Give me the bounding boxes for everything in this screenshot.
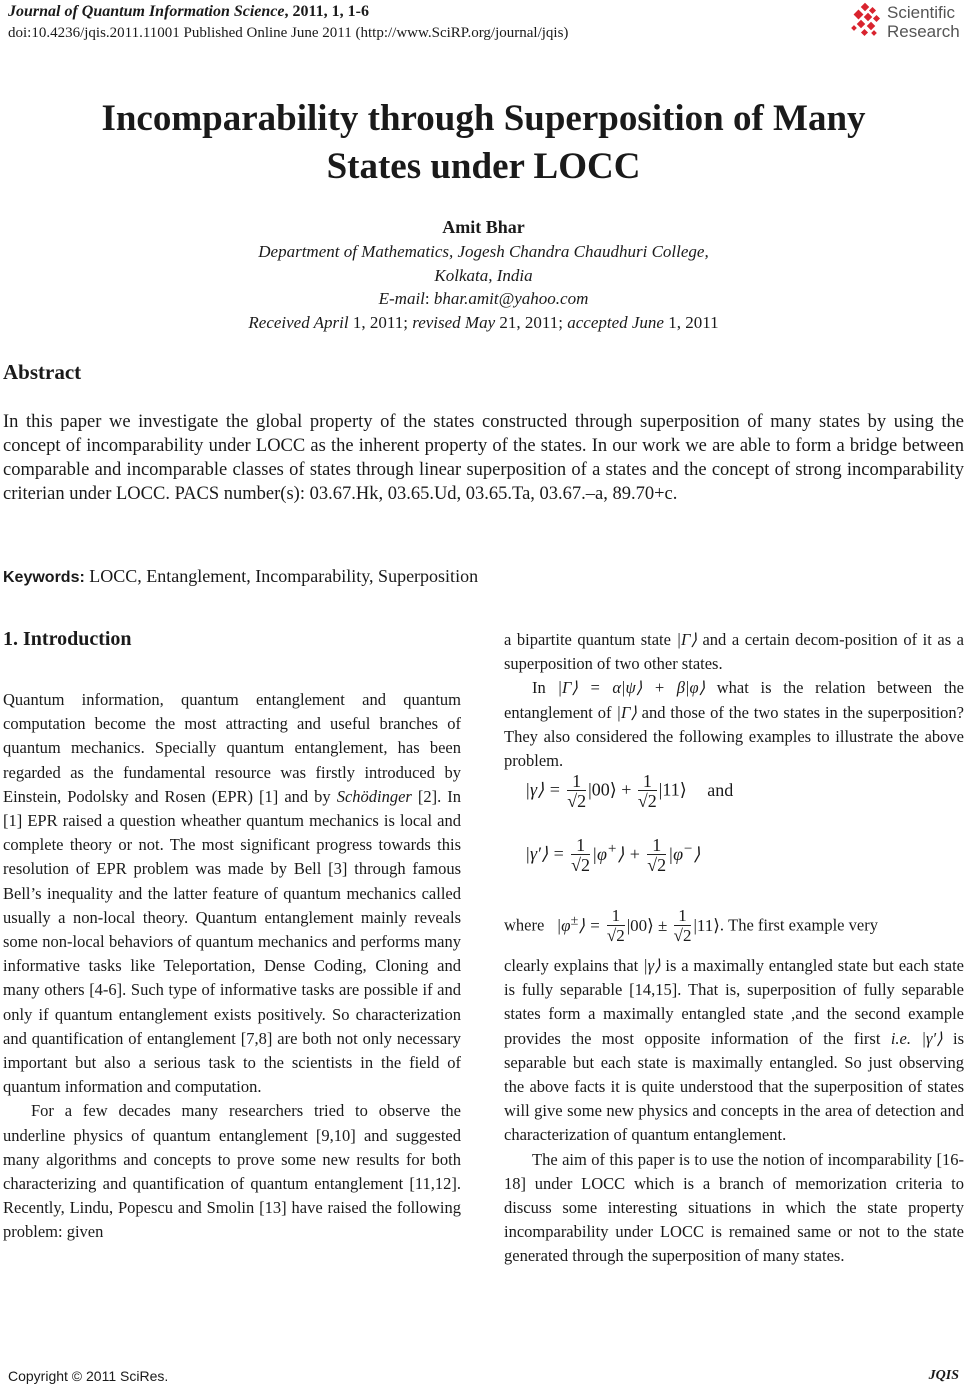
where-tail-text: . The first example very [719,915,878,935]
keywords-line [3,566,478,587]
right-paragraph-3 [504,954,964,1148]
intro-p1-text-a: Quantum information, quantum entanglement and quantum computation become the most attracting and useful branches of quantum mechanics. Specially quantum entanglement, has been regarded as the fundamental resource was firstly introduced by Einstein, Podolsky and Rosen (EPR) [1] and by [3,690,461,806]
left-column [3,688,461,1245]
revised-label: revised May [412,313,496,332]
intro-heading: 1. Introduction [3,628,132,650]
author-name: Amit Bhar [442,217,525,237]
right-paragraph-1 [504,628,964,676]
intro-p1-text-b: [2]. In [1] EPR raised a question wheather quantum mechanics is local and complete theory or not. The most significant progress towards this resolution of EPR problem was made by Bell [3] through famous Bell’s inequality and the latter feature of quantum mechanics called usually a non-local theory. Quantum entanglement mainly reveals some non-local behaviors of quantum mechanics and performs many informative tasks like Teleportation, Dense Coding, Cloning and many others [4-6]. Such type of informative tasks are possible if and only if quantum entanglement exists positively. So characterization and quantification of entanglement [7,8] are both not only necessary important but also a serious task to the scientists in the field of quantum information and computation. [3,786,462,1097]
gamma-prime-ket-symbol: |γ′⟩ [921,1028,943,1048]
right-paragraph-2 [504,676,964,773]
email-line: E-mail: bhar.amit@yahoo.com [378,289,589,308]
footer-journal-abbr: JQIS [928,1368,959,1383]
abstract-body: In this paper we investigate the global property of the states constructed through superposition of many states by using the concept of incomparability under LOCC as the inherent property of the states. In our work we are able to form a bridge between comparable and incomparable classes of states through linear superposition of a states and the concept of strong incomparability criterian under LOCC. PACS number(s): 03.67.Hk, 03.65.Ud, 03.65.Ta, 03.67.–a, 89.70+c. [3,412,964,504]
title-line-2: States under LOCC [326,146,641,187]
gamma-ket-symbol: |Γ⟩ [676,630,697,649]
affiliation-line-2: Kolkata, India [434,266,533,285]
logo-text-line2: Research [887,22,960,41]
superposition-equation: |Γ⟩ = α|ψ⟩ + β|φ⟩ [557,678,706,698]
right-p2-text-c: and those of the two states in the superposition? They also considered the following examples to illustrate the above problem. [504,702,964,771]
right-column-top [504,628,964,773]
keywords-value: LOCC, Entanglement, Incomparability, Superposition [89,566,479,586]
right-p3-text-b: is a maximally entangled state but each state is fully separable [14,15]. That is, superposition of fully separable states form a maximally entangled state ,and the second example provides the most opposite information of the first [504,956,964,1048]
phi-pm-equation: |φ±⟩ = $\frac{1}{√2}$ |00⟩ ± $\frac{1}{√2}$ |11⟩ [556,906,720,946]
gamma-ket-symbol-3: |γ⟩ [643,956,661,975]
journal-name: Journal of Quantum Information Science [8,3,285,20]
received-date: 1, 2011; [348,313,413,332]
equation-gamma: |γ⟩ = $\frac{1}{√2}$ |00⟩ + $\frac{1}{√2}$ |11⟩ and [525,771,734,811]
paper-title [0,95,967,191]
and-text: and [707,779,734,800]
affiliation-line-1: Department of Mathematics, Jogesh Chandra Chaudhuri College, [258,242,709,261]
abstract-heading: Abstract [3,360,82,384]
intro-paragraph-1 [3,688,461,1099]
revised-date: 21, 2011; [495,313,568,332]
accepted-date: 1, 2011 [663,313,719,332]
received-label: Received April [248,313,349,332]
right-p2-text-b: what is the relation between the entanglement of [504,678,964,722]
dates-line [0,313,967,333]
where-line [504,898,964,948]
doi-line: doi:10.4236/jqis.2011.11001 Published Online June 2011 (http://www.SciRP.org/journal/jqis) [8,25,569,41]
footer-copyright: Copyright © 2011 SciRes. [8,1368,169,1384]
right-p2-text-a: In [532,678,546,698]
right-p3-text-a: clearly explains that [504,956,639,975]
email-label: E-mail [378,289,425,308]
right-p1-text-b: and a certain decom-position of it as a superposition of two other states. [504,630,964,674]
logo-text-line1: Scientific [887,3,956,22]
right-p3-text-c: is separable but each state is maximally entangled. So just observing the above facts it is quite understood that the superposition of states will give some new physics and concepts in the area of detection and characterization of quantum entanglement. [504,1028,964,1145]
right-paragraph-4: The aim of this paper is to use the notion of incomparability [16-18] under LOCC which is a branch of memorization criteria to discuss some interesting situations in which the state property incomparability under LOCC is remained same or not to the state generated through the superposition of many states. [504,1149,964,1266]
journal-header [8,3,369,21]
title-line-1: Incomparability through Superposition of Many [101,98,866,139]
logo-mark-icon [850,2,884,42]
publisher-logo [850,2,965,44]
equation-gamma-prime: |γ′⟩ = $\frac{1}{√2}$ |φ+⟩ + $\frac{1}{√2}$ |φ−⟩ [525,835,701,875]
schrodinger-name: Schödinger [336,786,412,806]
right-column-bottom [504,954,964,1269]
email-address: bhar.amit@yahoo.com [433,289,589,308]
where-text: where [504,915,545,935]
keywords-label: Keywords: [3,569,85,586]
accepted-label: accepted June [567,313,664,332]
intro-paragraph-2: For a few decades many researchers tried to observe the underline physics of quantum entanglement [9,10] and suggested many algorithms and concepts to prove some new results for both characterizing and quantification of quantum entanglement [11,12]. Recently, Lindu, Popescu and Smolin [13] have raised the following problem: given [3,1101,461,1242]
journal-volume: , 2011, 1, 1-6 [284,3,369,20]
gamma-ket-symbol-2: |Γ⟩ [616,702,637,722]
right-p1-text-a: a bipartite quantum state [504,630,671,649]
ie-text: i.e. [890,1028,912,1048]
